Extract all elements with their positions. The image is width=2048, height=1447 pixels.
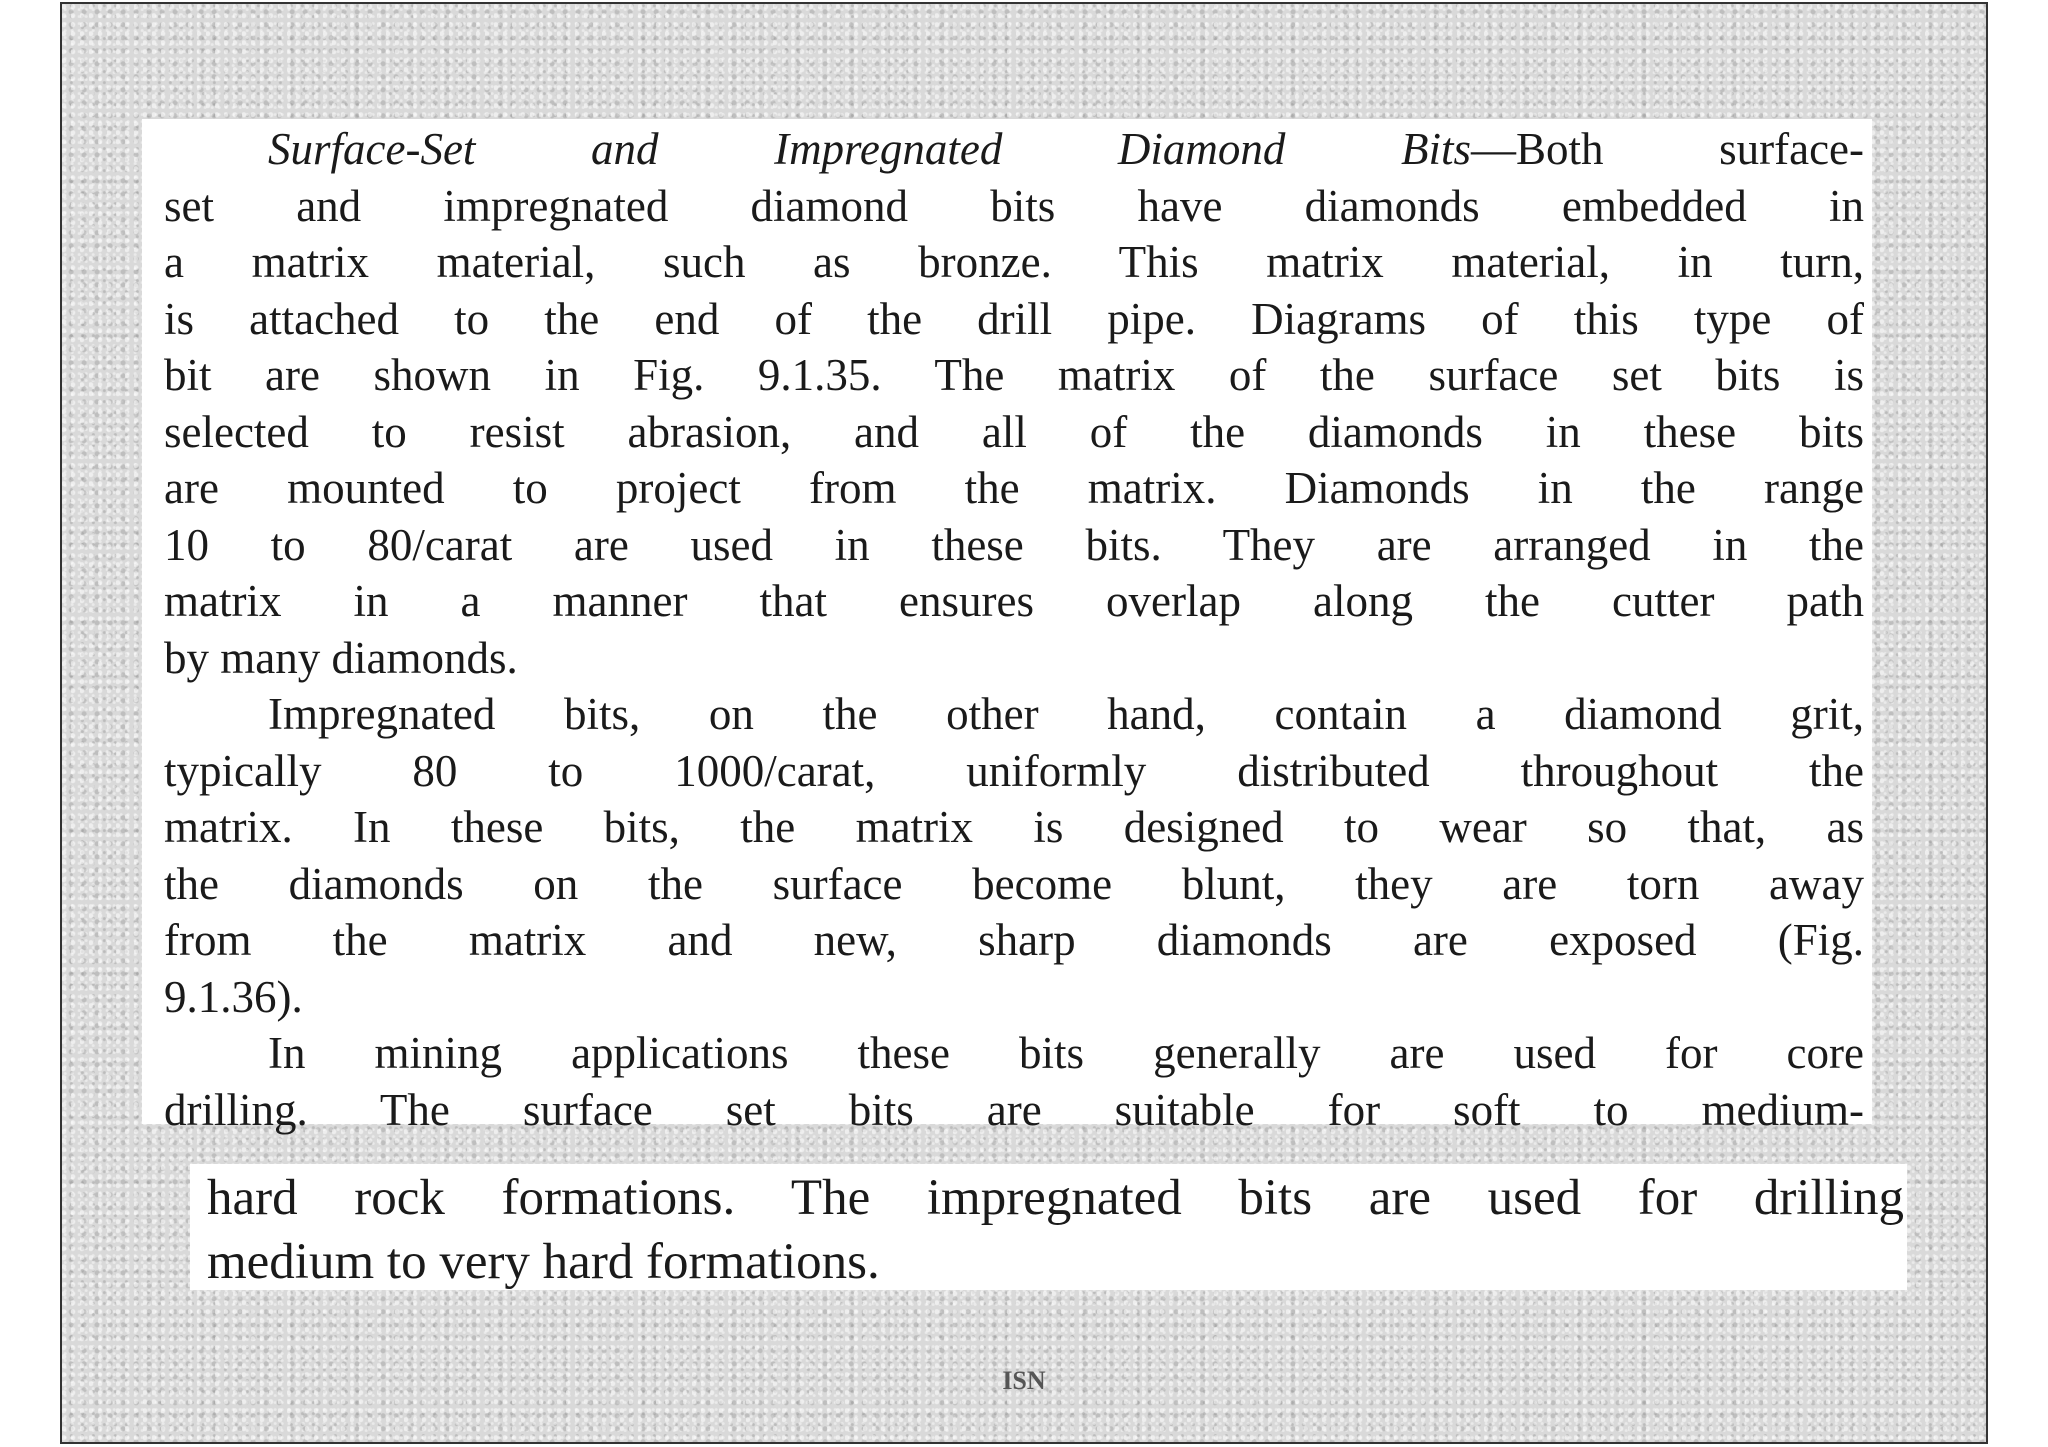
paragraph2-line-1: Impregnated bits, on the other hand, contain a diamond grit, (268, 689, 1864, 739)
paragraph2-line-4: the diamonds on the surface become blunt, they are torn away (164, 858, 1864, 909)
paragraph1-line-10: by many diamonds. (164, 632, 518, 683)
continuation-line-2: medium to very hard formations. (207, 1234, 880, 1290)
paragraph1-line-8: 10 to 80/carat are used in these bits. They are arranged in the (164, 519, 1864, 570)
paragraph3-line-2: drilling. The surface set bits are suitable for soft to medium- (164, 1084, 1864, 1135)
section-heading: Surface-Set and Impregnated Diamond Bits (268, 124, 1472, 174)
paragraph1-line-6: selected to resist abrasion, and all of the diamonds in these bits (164, 406, 1864, 457)
paragraph3-line-1: In mining applications these bits generally are used for core (268, 1028, 1864, 1078)
paragraph1-line-1: Surface-Set and Impregnated Diamond Bits—Both surface- (268, 124, 1864, 174)
footer-label: ISN (1002, 1366, 1046, 1395)
paragraph1-line-5: bit are shown in Fig. 9.1.35. The matrix of the surface set bits is (164, 350, 1864, 400)
paragraph1-line-3: a matrix material, such as bronze. This matrix material, in turn, (164, 237, 1864, 287)
paragraph2-line-6: 9.1.36). (164, 971, 303, 1022)
paragraph1-line-4: is attached to the end of the drill pipe. Diagrams of this type of (164, 293, 1864, 344)
paragraph1-line-7: are mounted to project from the matrix. Diamonds in the range (164, 463, 1864, 513)
paragraph2-line-2: typically 80 to 1000/carat, uniformly distributed throughout the (164, 745, 1864, 796)
continuation-line-1: hard rock formations. The impregnated bits are used for drilling (207, 1170, 1904, 1226)
paragraph1-line-9: matrix in a manner that ensures overlap along the cutter path (164, 576, 1864, 626)
text-block-main (142, 119, 1872, 1135)
paragraph2-line-3: matrix. In these bits, the matrix is designed to wear so that, as (164, 802, 1864, 852)
text-block-continuation (190, 1164, 1907, 1290)
paragraph1-line-2: set and impregnated diamond bits have diamonds embedded in (164, 180, 1864, 231)
paragraph2-line-5: from the matrix and new, sharp diamonds are exposed (Fig. (164, 915, 1864, 965)
slide (60, 2, 1988, 1444)
